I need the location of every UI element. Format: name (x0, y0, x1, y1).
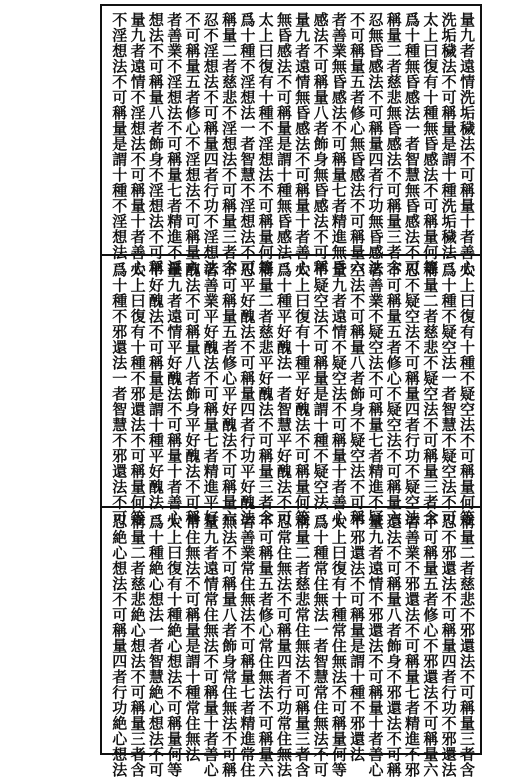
text-column: 量九者遠情不淫想法不可稱量十者善心 (128, 12, 147, 276)
text-column: 醜法不可稱量八者飾身平好醜法不可稱 (183, 262, 202, 526)
text-column: 不可稱量五者修心平好醜法不可稱量六 (220, 262, 239, 526)
text-column: 常住無法不可稱量是謂十種常住無法 (183, 514, 202, 762)
text-column: 量九者遠情洗垢穢法不可稱量十者善心 (457, 12, 476, 276)
text-column: 忍常住無法不可稱量四者行功常住無法 (274, 514, 293, 778)
text-column: 不可稱量五者修心不疑空法不可稱量六 (384, 262, 403, 526)
text-column: 忍絶心想法不可稱量四者行功絶心想法 (110, 514, 129, 778)
text-column: 無法不可稱量八者飾身常住無法不可稱 (220, 514, 239, 778)
text-column: 稱量二者慈悲不疑空法不可稱量三者含 (421, 262, 440, 526)
text-column: 無昏感法不可稱量是謂十種無昏感法 (274, 12, 293, 260)
text-column: 不可稱量五者修心不淫想法不可稱量六 (183, 12, 202, 276)
text-column: 太上曰復有十種不淫想法不可稱量何等 (256, 12, 275, 276)
text-column: 平好醜法不可稱量是謂十種平好醜法 (146, 262, 165, 510)
text-column: 稱量二者慈悲無昏感法不可稱量三者含 (384, 12, 403, 276)
text-column: 太上曰復有十種常住無法不可稱量何等 (329, 514, 348, 778)
text-column: 忍不邪還法不可稱量四者行功不邪還法 (439, 514, 458, 778)
text-column: 爲十種無昏感法一者智慧無昏感法不可 (403, 12, 422, 276)
text-column: 者善業不淫想法不可稱量七者精進不淫 (165, 12, 184, 276)
text-column: 量九者遠情不疑空法不可稱量十者善心 (329, 262, 348, 526)
text-column: 稱量二者慈悲不邪還法不可稱量三者含 (457, 514, 476, 778)
text-column: 不疑空法不可稱量是謂十種不疑空法 (311, 262, 330, 510)
text-column: 者善業無昏感法不可稱量七者精進無昏 (329, 12, 348, 276)
text-column: 稱量二者慈悲常住無法不可稱量三者含 (293, 514, 312, 778)
text-column: 爲十種平好醜法一者智慧平好醜法不可 (274, 262, 293, 526)
text-column: 忍無昏感法不可稱量四者行功無昏感法 (366, 12, 385, 276)
text-column: 爲十種不疑空法一者智慧不疑空法不可 (439, 262, 458, 526)
text-columns (108, 262, 476, 526)
text-column: 量九者遠情常住無法不可稱量十者善心 (201, 514, 220, 778)
text-column: 忍不疑空法不可稱量四者行功不疑空法 (403, 262, 422, 526)
left-margin (0, 0, 100, 761)
text-column: 爲十種不淫想法一者智慧不淫想法不可 (238, 12, 257, 276)
text-column: 洗垢穢法不可稱量是謂十種洗垢穢法 (439, 12, 458, 260)
text-column: 忍平好醜法不可稱量四者行功平好醜法 (238, 262, 257, 526)
panel-middle (102, 254, 480, 526)
text-column: 太上曰復有十種平好醜法不可稱量何等 (293, 262, 312, 526)
text-frame (100, 4, 482, 778)
text-column: 量九者遠情不邪還法不可稱量十者善心 (366, 514, 385, 778)
text-column: 想法不可稱量八者飾身不淫想法不可稱 (146, 12, 165, 276)
text-column: 者善業不疑空法不可稱量七者精進不疑 (366, 262, 385, 526)
text-column: 爲十種不邪還法一者智慧不邪還法不可 (110, 262, 129, 526)
text-column: 者善業不邪還法不可稱量七者精進不邪 (403, 514, 422, 778)
panel-bottom (102, 506, 480, 778)
text-columns (108, 12, 476, 276)
text-column: 不可稱量五者修心常住無法不可稱量六 (256, 514, 275, 778)
text-column: 還法不可稱量八者飾身不邪還法不可稱 (384, 514, 403, 778)
text-column: 者善業常住無法不可稱量七者精進常住 (238, 514, 257, 778)
text-column: 爲十種絶心想法一者智慧絶心想法不可 (146, 514, 165, 778)
text-column: 太上曰復有十種不邪還法不可稱量何等 (128, 262, 147, 526)
text-column: 稱量二者慈悲平好醜法不可稱量三者含 (256, 262, 275, 526)
text-column: 忍不淫想法不可稱量四者行功不淫想法 (201, 12, 220, 276)
text-column: 太上曰復有十種不疑空法不可稱量何等 (457, 262, 476, 526)
text-column: 太上曰復有十種無昏感法不可稱量何等 (421, 12, 440, 276)
text-column: 爲十種常住無法一者智慧常住無法不可 (311, 514, 330, 778)
text-column: 不可稱量五者修心不邪還法不可稱量六 (421, 514, 440, 778)
panel-top (102, 6, 480, 276)
text-column: 空法不可稱量八者飾身不疑空法不可稱 (348, 262, 367, 526)
text-column: 稱量二者慈悲絶心想法不可稱量三者含 (128, 514, 147, 778)
text-column: 感法不可稱量八者飾身無昏感法不可稱 (311, 12, 330, 276)
text-column: 者善業平好醜法不可稱量七者精進平好 (201, 262, 220, 526)
text-column: 量九者遠情無昏感法不可稱量十者善心 (293, 12, 312, 276)
text-columns (108, 514, 476, 778)
text-column: 不可稱量五者修心無昏感法不可稱量六 (348, 12, 367, 276)
text-column: 量九者遠情平好醜法不可稱量十者善心 (165, 262, 184, 526)
text-column: 不邪還法不可稱量是謂十種不邪還法 (348, 514, 367, 762)
text-column: 太上曰復有十種絶心想法不可稱量何等 (165, 514, 184, 778)
text-column: 稱量二者慈悲不淫想法不可稱量三者含 (220, 12, 239, 276)
text-column: 不淫想法不可稱量是謂十種不淫想法 (110, 12, 129, 260)
